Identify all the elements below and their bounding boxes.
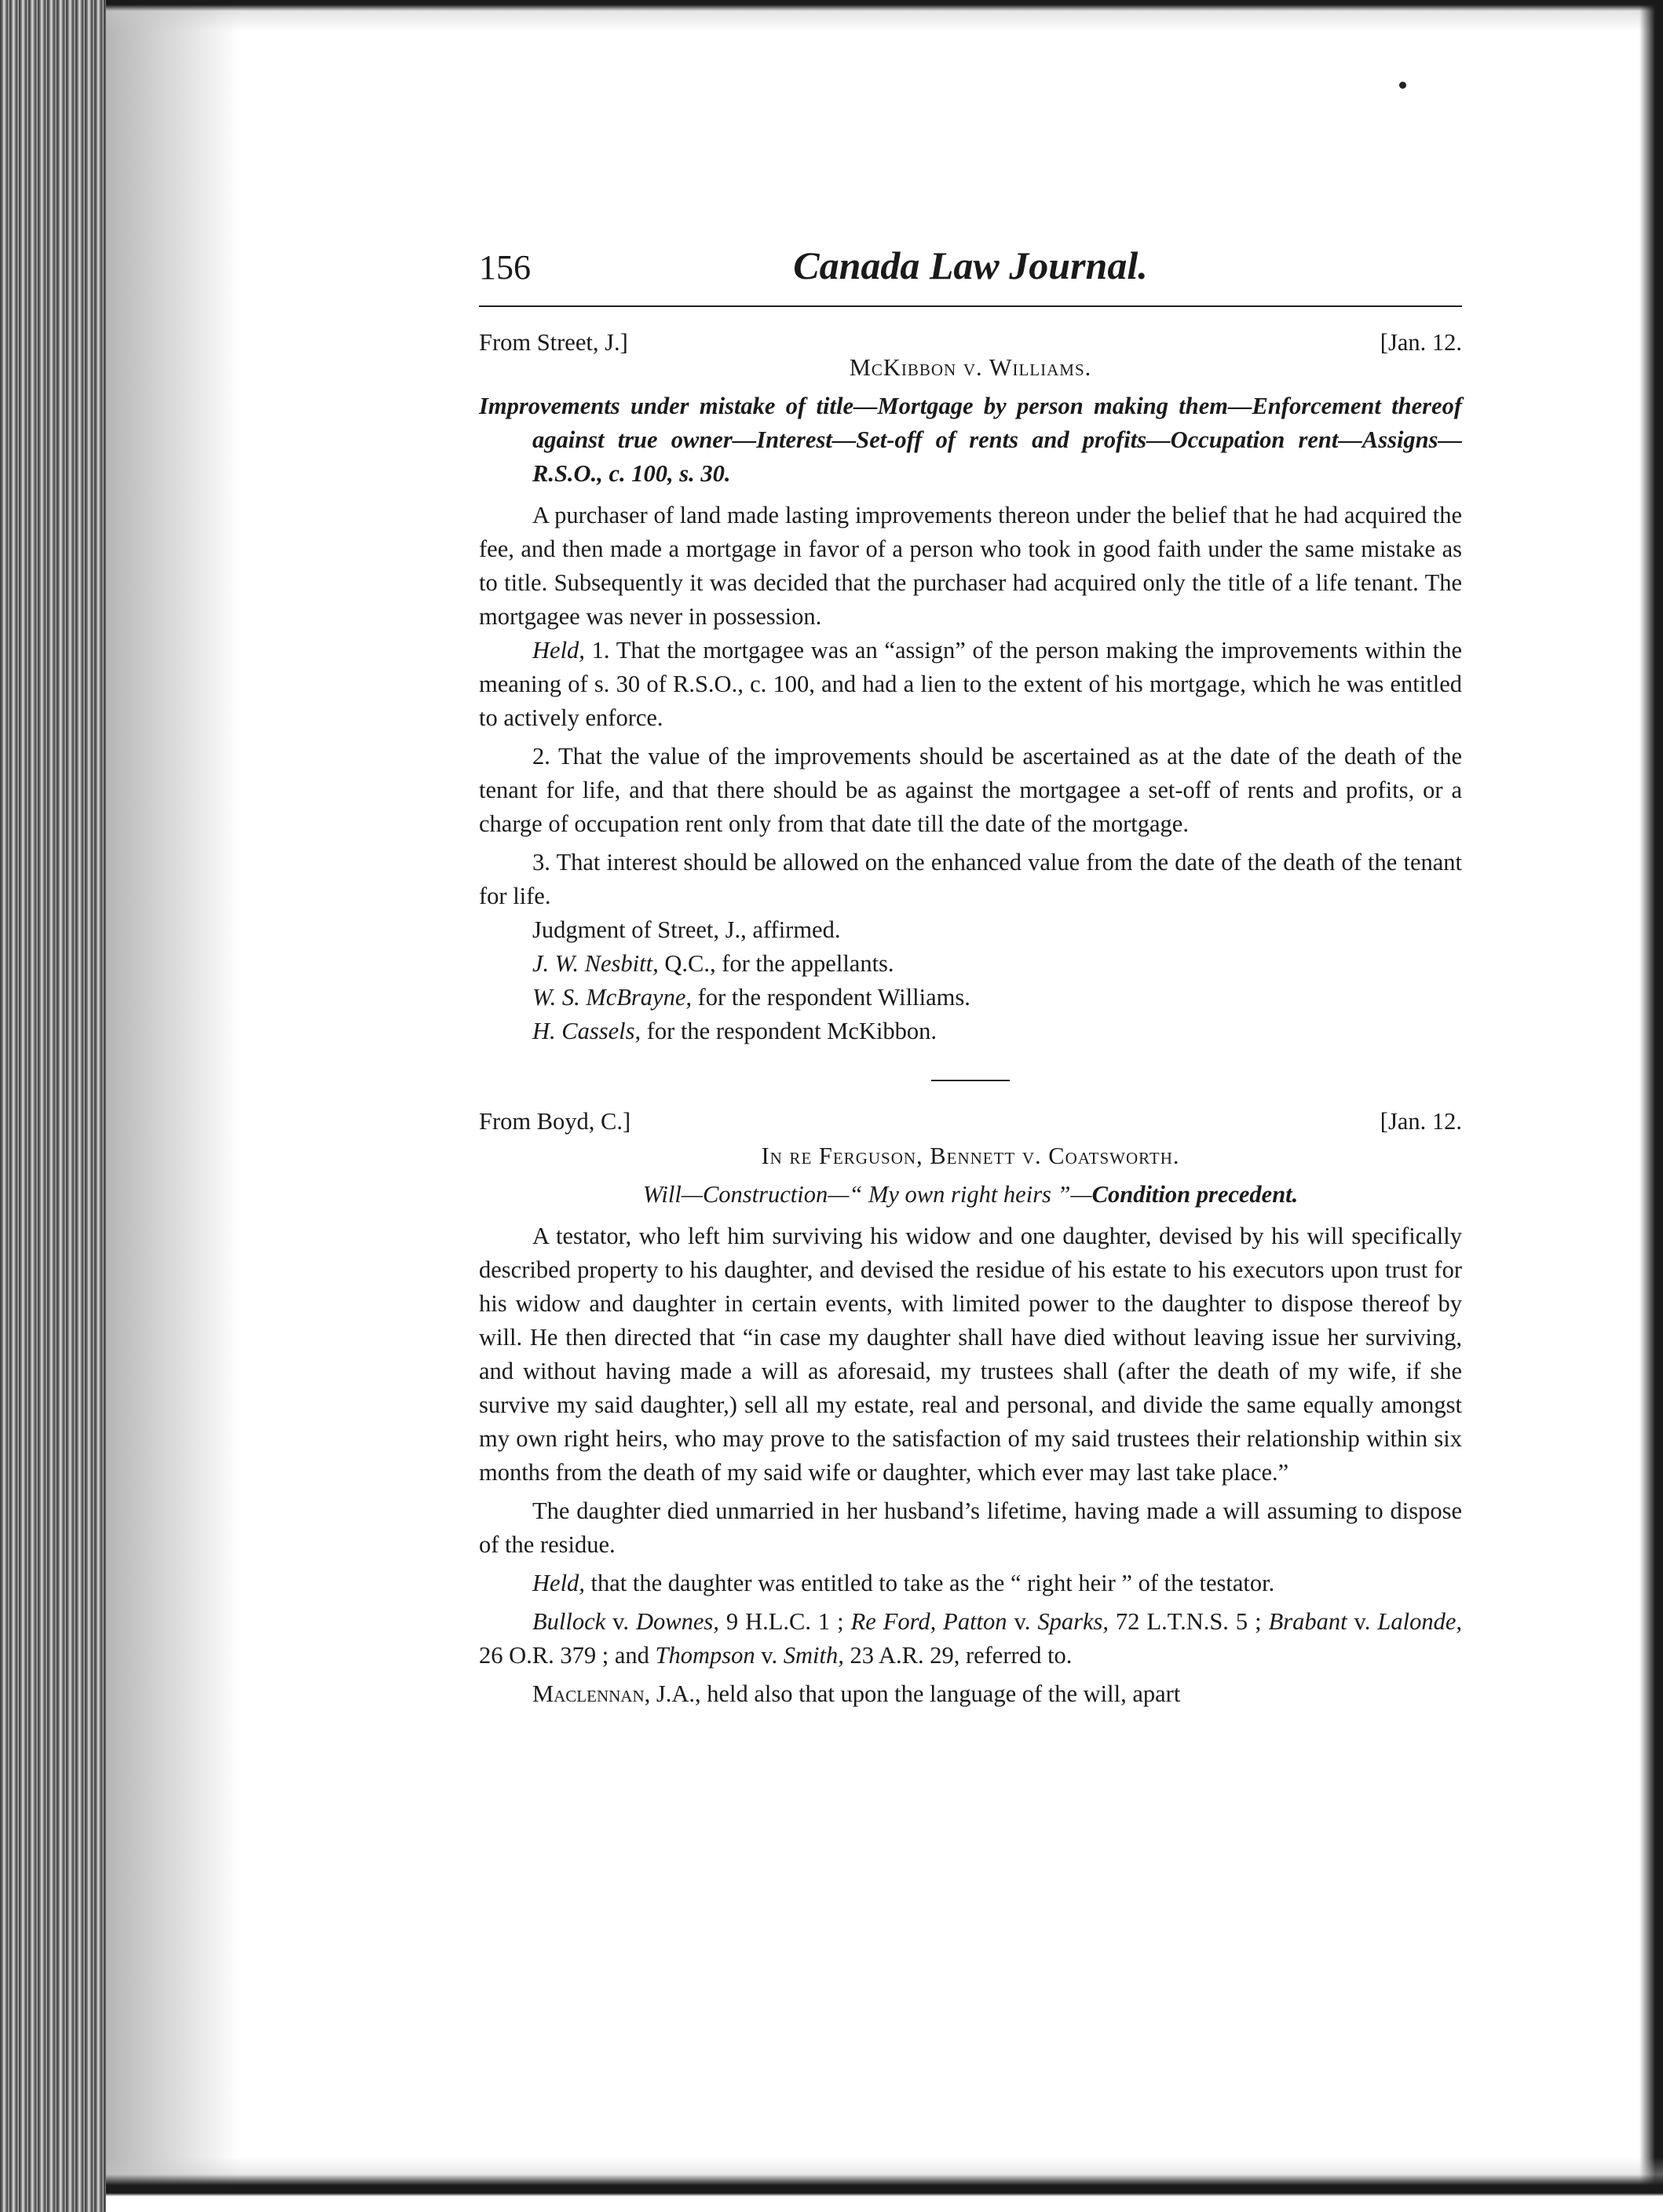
held-label: Held, (532, 1570, 585, 1596)
case1-from-court: From Street, J.] (479, 329, 628, 356)
citation-v: v. (1014, 1608, 1031, 1635)
case1-held-3: 3. That interest should be allowed on the enhanced value from the date of the death of the tenant for life. (479, 849, 1462, 909)
held-label: Held, (532, 637, 585, 664)
citation-case: Smith, (783, 1642, 844, 1669)
counsel-name: J. W. Nesbitt, (532, 950, 659, 977)
headnote-lead: Will—Construction—“ My own right heirs ”— (642, 1181, 1092, 1208)
page-right-edge (1639, 0, 1663, 2212)
maclennan-text: J.A., held also that upon the language of the will, apart (656, 1680, 1181, 1707)
citation-case: Lalonde, (1377, 1608, 1462, 1635)
case2-held (479, 1567, 1462, 1600)
case1-date: [Jan. 12. (1380, 329, 1462, 356)
judge-name: Maclennan, (532, 1680, 651, 1707)
case2-maclennan (479, 1677, 1462, 1711)
journal-title: Canada Law Journal. (793, 243, 1148, 287)
case2-facts-2: The daughter died unmarried in her husband’s lifetime, having made a will assuming to dispose of the residue. (479, 1497, 1462, 1558)
case2-from-court: From Boyd, C.] (479, 1108, 631, 1135)
headnote-tail: Condition precedent. (1091, 1181, 1299, 1208)
journal-page (479, 243, 1463, 1711)
case1-judgment: Judgment of Street, J., affirmed. (532, 916, 841, 943)
citation-v: v. (612, 1608, 630, 1635)
citation-ref: 23 A.R. 29, referred to. (850, 1642, 1073, 1669)
case2-date: [Jan. 12. (1380, 1108, 1462, 1135)
case1-title: McKibbon v. Williams. (849, 354, 1092, 381)
scan-speck (1399, 82, 1406, 89)
counsel-name: H. Cassels, (532, 1018, 641, 1044)
case1-headnote: Improvements under mistake of title—Mortgage by person making them—Enforcement thereof against true owner—Interest—Set-off of rents and profits—Occupation rent—Assigns—R.S.O., c. 100, s. 30. (479, 393, 1462, 487)
case2-court-line (479, 1105, 1462, 1139)
case1-facts: A purchaser of land made lasting improvements thereon under the belief that he had acquired the fee, and then made a mortgage in favor of a person who took in good faith under the same mistake as to title. Subsequently it was decided that the purchaser had acquired only the title of a life tenant. The mortgagee was never in possession. (479, 502, 1462, 630)
page-header (479, 243, 1462, 299)
case2-facts: A testator, who left him surviving his widow and one daughter, devised by his will specifically described property to his daughter, and devised the residue of his estate to his executors upon trust for his widow and daughter in certain events, with limited power to the daughter to dispose thereof by will. He then directed that “in case my daughter shall have died without leaving issue her surviving, and without having made a will as aforesaid, my trustees shall (after the death of my wife, if she survive my said daughter,) sell all my estate, real and personal, and divide the same equally amongst my own right heirs, who may prove to the satisfaction of my said trustees their relationship within six months from the death of my said wife or daughter, which ever may last take place.” (479, 1223, 1462, 1486)
citation-v: v. (1354, 1608, 1371, 1635)
counsel-role: for the respondent McKibbon. (646, 1018, 937, 1044)
page-top-edge (106, 0, 1663, 31)
citation-ref: 72 L.T.N.S. 5 ; (1115, 1608, 1262, 1635)
held-1-text: 1. That the mortgagee was an “assign” of the person making the improvements within the meaning of s. 30 of R.S.O., c. 100, and had a lien to the extent of his mortgage, which he was entitled to actively enforce. (479, 637, 1463, 731)
case2-title: In re Ferguson, Bennett v. Coatsworth. (761, 1143, 1180, 1169)
case1-counsel-3 (479, 1015, 1462, 1048)
citation-case: Brabant (1268, 1608, 1347, 1635)
book-spine-shadow (0, 0, 106, 2212)
counsel-name: W. S. McBrayne, (532, 984, 693, 1011)
case-separator (931, 1080, 1010, 1081)
held-text: that the daughter was entitled to take as the “ right heir ” of the testator. (590, 1570, 1275, 1596)
page-bottom-edge (106, 2157, 1663, 2212)
case2-headnote (479, 1178, 1462, 1212)
citation-case: Thompson (655, 1642, 755, 1669)
case2-citations (479, 1605, 1462, 1673)
citation-case: Sparks, (1037, 1608, 1109, 1635)
citation-v: v. (761, 1642, 778, 1669)
header-rule (479, 305, 1462, 307)
counsel-role: Q.C., for the appellants. (664, 950, 894, 977)
case1-counsel-1 (479, 947, 1462, 981)
page-number: 156 (479, 248, 531, 287)
citation-ref: 26 O.R. 379 ; and (479, 1642, 649, 1669)
case1-court-line (479, 326, 1462, 360)
counsel-role: for the respondent Williams. (697, 984, 970, 1011)
citation-ref: 9 H.L.C. 1 ; (726, 1608, 844, 1635)
gutter-shadow (106, 0, 239, 2212)
case1-held-1 (479, 634, 1462, 735)
citation-case: Bullock (532, 1608, 606, 1635)
citation-case: Re Ford, Patton (850, 1608, 1007, 1635)
citation-case: Downes, (636, 1608, 719, 1635)
case1-counsel-2 (479, 981, 1462, 1015)
case1-held-2: 2. That the value of the improvements should be ascertained as at the date of the death of the tenant for life, and that there should be as against the mortgagee a set-off of rents and profits, or a charge of occupation rent only from that date till the date of the mortgage. (479, 743, 1462, 837)
